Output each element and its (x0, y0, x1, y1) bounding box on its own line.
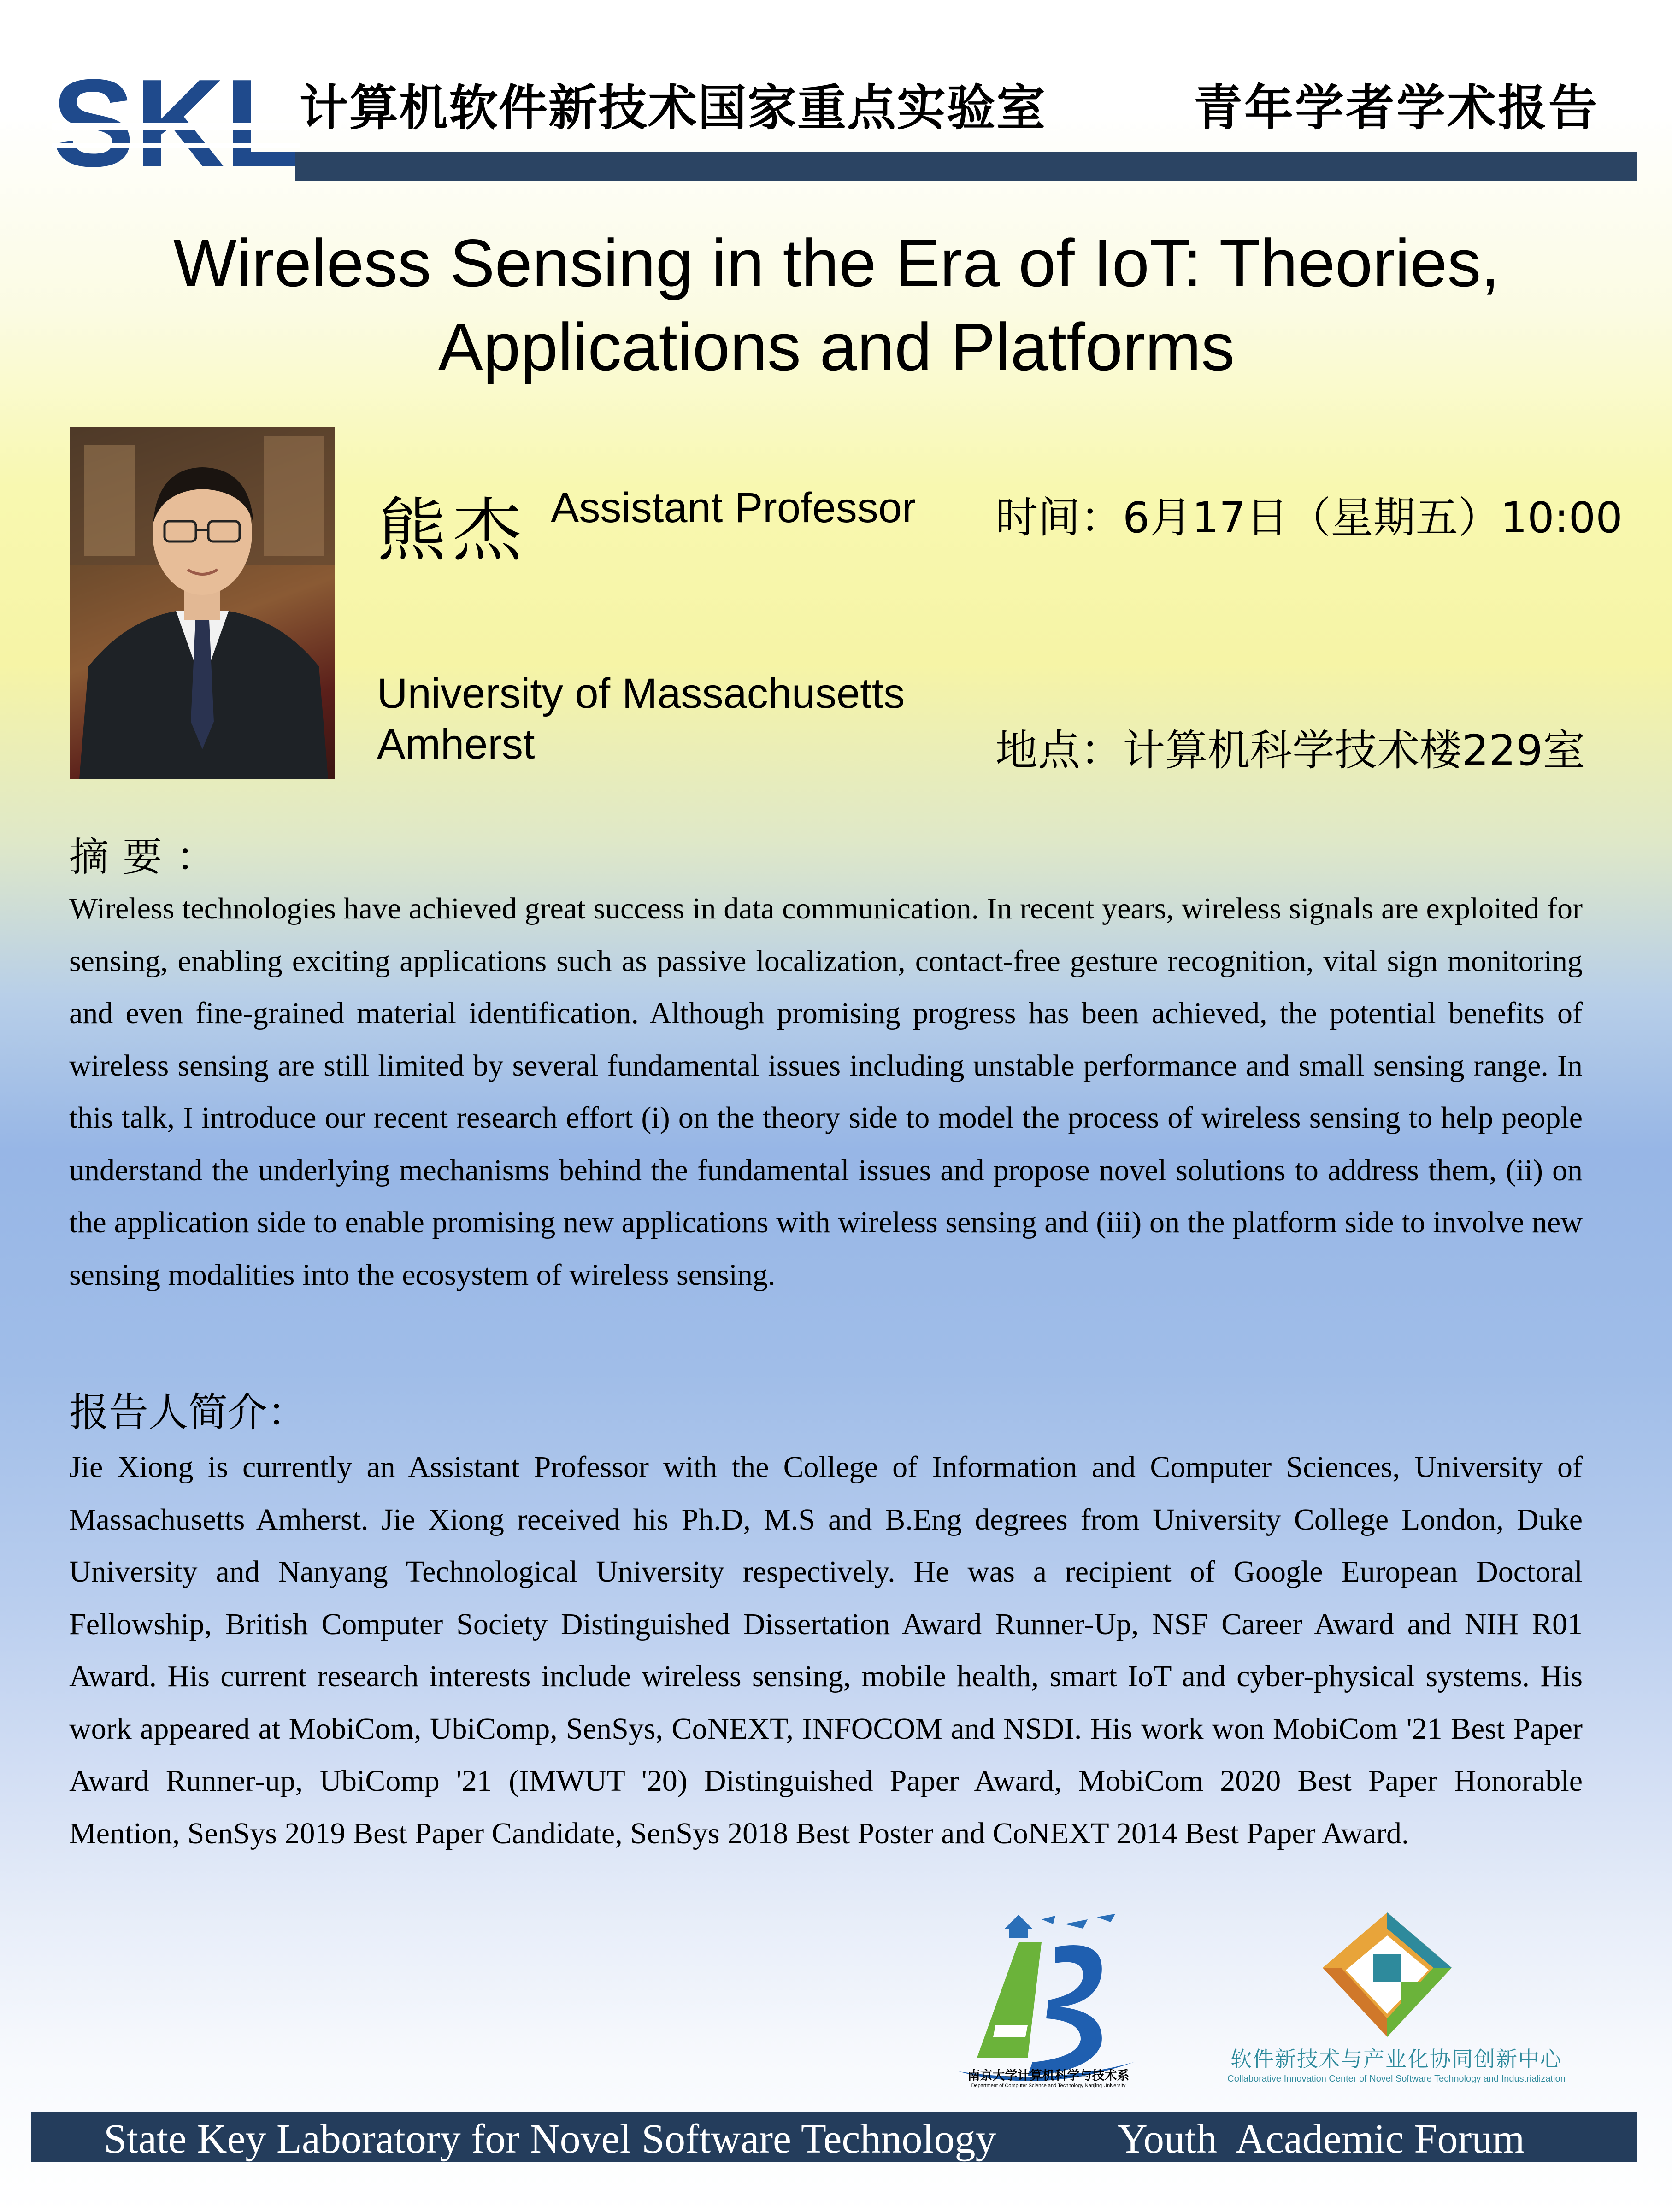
speaker-portrait-graphic (70, 427, 335, 779)
header-bar (295, 152, 1637, 181)
footer-forum-name: Youth Academic Forum (1118, 2116, 1525, 2162)
event-place: 地点：计算机科学技术楼229室 (995, 726, 1585, 775)
talk-title: Wireless Sensing in the Era of IoT: Theories, Applications and Platforms (173, 225, 1500, 384)
speaker-position: Assistant Professor (551, 484, 916, 531)
speaker-name: 熊杰 (377, 491, 529, 571)
abstract-text: Wireless technologies have achieved great success in data communication. In recent years, wireless signals are exploited for sensing, enabling exciting applications such as passive localization, contact-free gesture recognition, vital sign monitoring and even fine-grained material identification. Although promising progress has been achieved, the potential benefits of wireless sensing are still limited by several fundamental issues including unstable performance and small sensing range. In this talk, I introduce our recent research effort (i) on the theory side to model the process of wireless sensing to help people understand the underlying mechanisms behind the fundamental issues and propose novel solutions to address them, (ii) on the application side to enable promising new applications with wireless sensing and (iii) on the platform side to involve new sensing modalities into the ecosystem of wireless sensing. (69, 892, 1583, 1292)
footer-lab-name: State Key Laboratory for Novel Software Technology (104, 2116, 996, 2162)
nju-cs-logo (949, 1910, 1148, 2090)
bio-text: Jie Xiong is currently an Assistant Professor with the College of Information and Computer Sciences, University of Massachusetts Amherst. Jie Xiong received his Ph.D, M.S and B.Eng degrees from University College London, Duke University and Nanyang Technological University respectively. He was a recipient of Google European Doctoral Fellowship, British Computer Society Distinguished Dissertation Award Runner-Up, NSF Career Award and NIH R01 Award. His current research interests include wireless sensing, mobile health, smart IoT and cyber-physical systems. His work appeared at MobiCom, UbiComp, SenSys, CoNEXT, INFOCOM and NSDI. His work won MobiCom '21 Best Paper Award Runner-up, UbiComp '21 (IMWUT '20) Distinguished Paper Award, MobiCom 2020 Best Paper Honorable Mention, SenSys 2019 Best Paper Candidate, SenSys 2018 Best Poster and CoNEXT 2014 Best Paper Award. (69, 1450, 1583, 1850)
series-name: 青年学者学术报告 (1194, 80, 1599, 136)
cic-caption-en: Collaborative Innovation Center of Novel Software Technology and Industrialization (1227, 2074, 1566, 2084)
speaker-affiliation: University of Massachusetts Amherst (377, 670, 905, 768)
cic-caption: 软件新技术与产业化协同创新中心 (1230, 2047, 1562, 2071)
nju-caption: 南京大学计算机科学与技术系 (967, 2069, 1130, 2083)
event-time: 时间：6月17日（星期五）10:00 (995, 493, 1623, 542)
skl-logo (52, 78, 300, 180)
abstract-heading: 摘要： (69, 834, 230, 880)
lab-name: 计算机软件新技术国家重点实验室 (300, 80, 1046, 136)
bio-heading: 报告人简介： (69, 1389, 307, 1435)
cic-logo (1318, 1908, 1456, 2041)
nju-caption-en: Department of Computer Science and Technology Nanjing University (971, 2083, 1126, 2088)
speaker-photo (70, 427, 335, 779)
